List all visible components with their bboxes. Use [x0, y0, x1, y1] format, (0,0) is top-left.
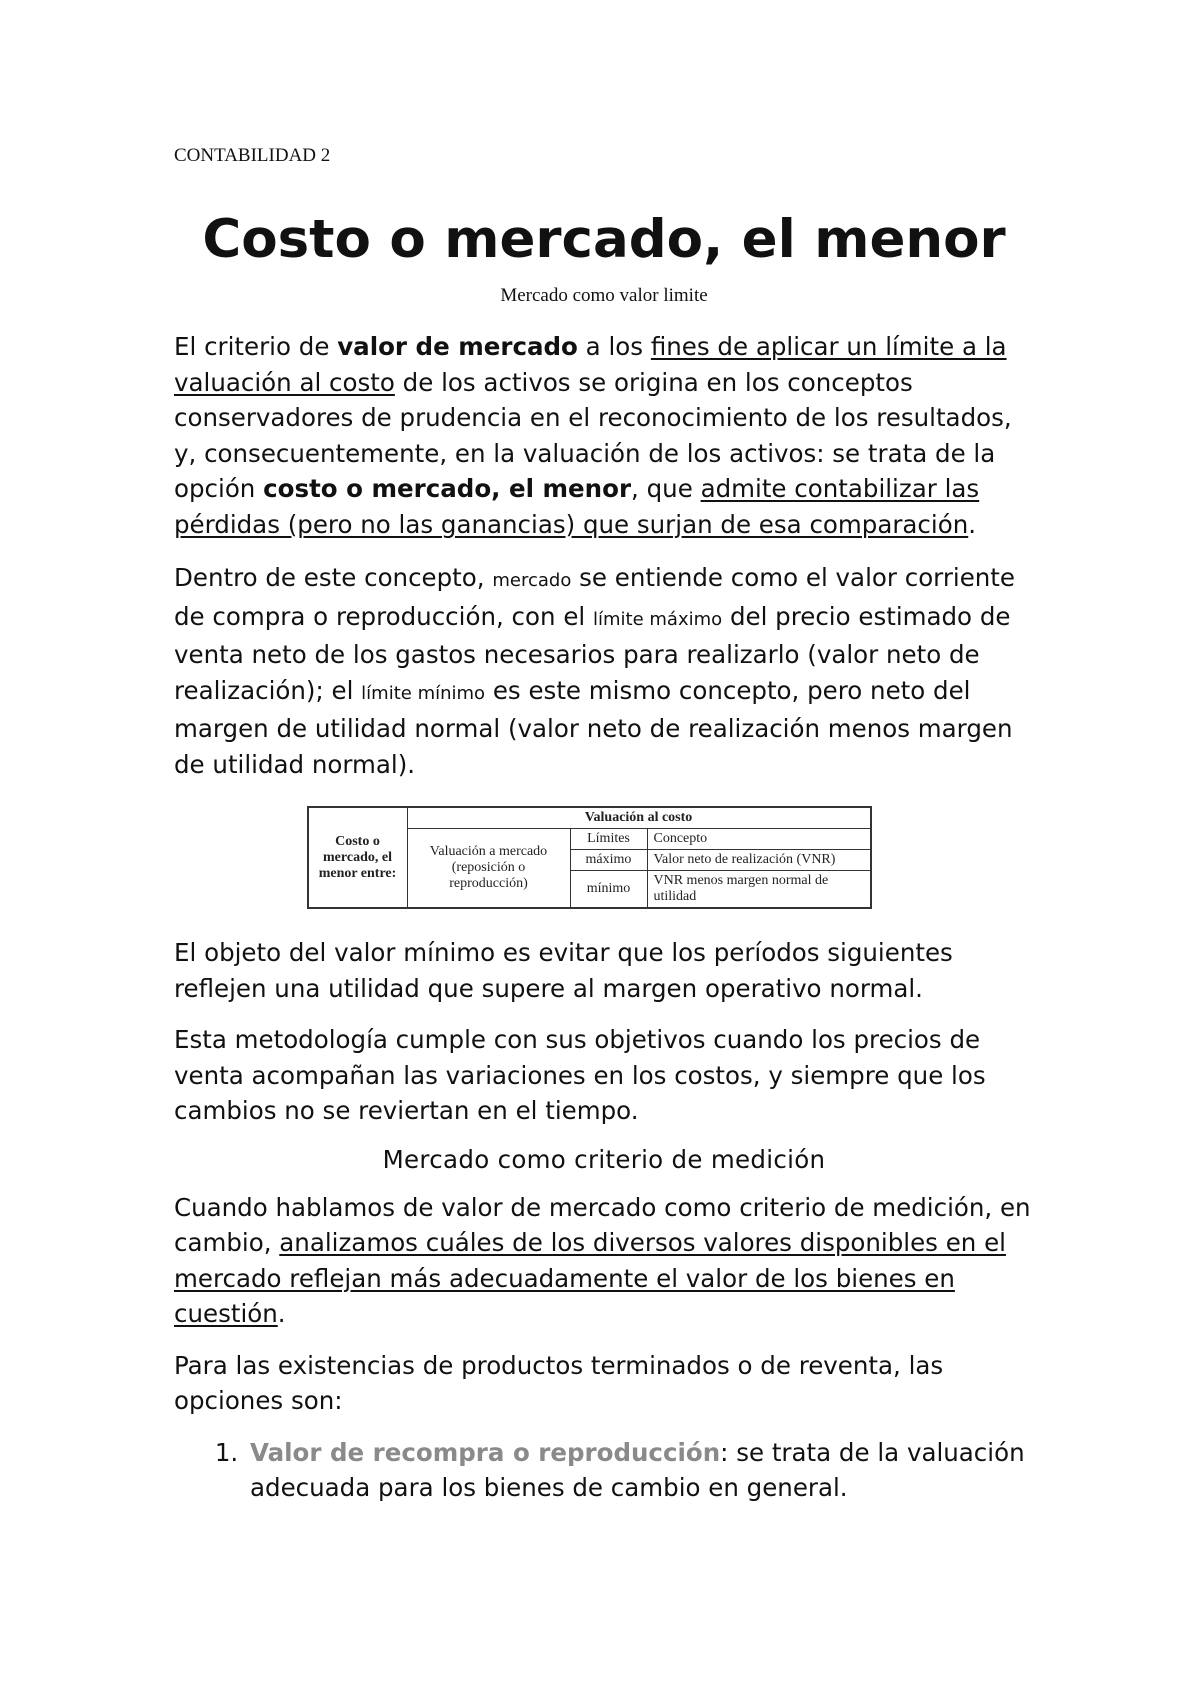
- table-header: Valuación al costo: [407, 807, 871, 829]
- underlined-text: analizamos cuáles de los diversos valores disponibles en el mercado reflejan más adecuadamente el valor de los bienes en cuestión: [174, 1228, 1006, 1329]
- text: es este mismo concepto, pero neto del margen de utilidad normal (valor neto de realización menos margen de utilidad normal).: [174, 675, 1013, 779]
- text: a los: [577, 332, 651, 362]
- table-cell-limit: máximo: [570, 850, 647, 871]
- list-item-text: : se trata de la valuación adecuada para los bienes de cambio en general.: [250, 1437, 1025, 1503]
- table-cell-concept: VNR menos margen normal de utilidad: [647, 871, 871, 909]
- valuation-table-wrapper: [144, 806, 1034, 909]
- small-text: límite máximo: [593, 608, 723, 630]
- document-body: [174, 138, 1034, 1506]
- table-row: [308, 807, 871, 829]
- text: del precio estimado de venta neto de los gastos necesarios para realizarlo (valor neto de realización); el: [174, 601, 1011, 705]
- underlined-text: fines de aplicar un límite a la valuación al costo: [174, 332, 1007, 397]
- options-list: [174, 1435, 1034, 1506]
- paragraph-5: [174, 1190, 1034, 1332]
- text: .: [968, 509, 977, 539]
- small-text: límite mínimo: [361, 682, 486, 704]
- small-text: mercado: [492, 570, 572, 592]
- bold-text: valor de mercado: [337, 332, 578, 362]
- underlined-text: admite contabilizar las pérdidas (pero no las ganancias) que surjan de esa comparación: [174, 474, 980, 539]
- text: .: [277, 1299, 286, 1329]
- column-header-concept: Concepto: [647, 829, 871, 850]
- text: Dentro de este concepto,: [174, 563, 493, 593]
- text: El criterio de: [174, 332, 338, 362]
- valuation-table: [307, 806, 872, 909]
- page-title: Costo o mercado, el menor: [202, 208, 1006, 270]
- bold-text: costo o mercado, el menor: [263, 474, 632, 504]
- table-cell-limit: mínimo: [570, 871, 647, 909]
- course-header: CONTABILIDAD 2: [174, 145, 331, 166]
- list-item-term: Valor de recompra o reproducción: [250, 1437, 721, 1467]
- paragraph-4: Esta metodología cumple con sus objetivos cuando los precios de venta acompañan las variaciones en los costos, y siempre que los cambios no se reviertan en el tiempo.: [174, 1025, 986, 1126]
- table-cell-left: Costo o mercado, el menor entre:: [308, 807, 408, 908]
- text: , que: [631, 474, 701, 504]
- table-cell-concept: Valor neto de realización (VNR): [647, 850, 871, 871]
- paragraph-6: Para las existencias de productos terminados o de reventa, las opciones son:: [174, 1350, 944, 1416]
- section-heading: Mercado como criterio de medición: [382, 1144, 826, 1174]
- table-cell-middle: Valuación a mercado (reposición o reproducción): [407, 829, 570, 909]
- paragraph-1: [174, 329, 1034, 542]
- subtitle: Mercado como valor limite: [500, 285, 708, 307]
- text: Cuando hablamos de valor de mercado como criterio de medición, en cambio,: [174, 1192, 1031, 1258]
- list-item: [246, 1435, 1034, 1506]
- paragraph-3: El objeto del valor mínimo es evitar que los períodos siguientes reflejen una utilidad que supere al margen operativo normal.: [174, 938, 953, 1003]
- text: de los activos se origina en los conceptos conservadores de prudencia en el reconocimiento de los resultados, y, consecuentemente, en la valuación de los activos: se trata de la opción: [174, 367, 1012, 504]
- column-header-limits: Límites: [570, 829, 647, 850]
- text: se entiende como el valor corriente de compra o reproducción, con el: [174, 563, 1015, 631]
- paragraph-2: [174, 560, 1034, 782]
